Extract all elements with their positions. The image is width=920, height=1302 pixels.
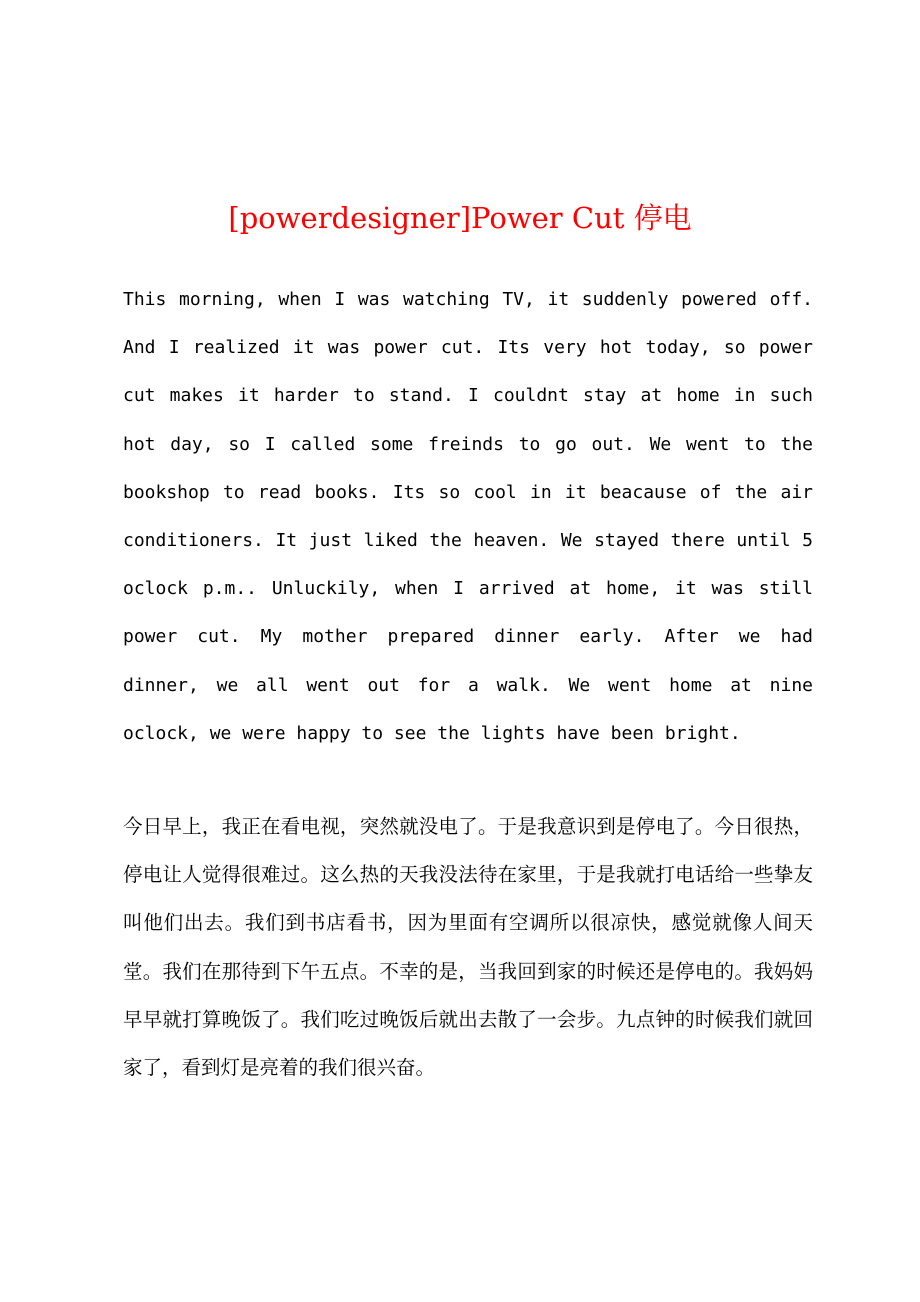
document-title: [powerdesigner]Power Cut 停电 (228, 201, 692, 235)
english-paragraph: This morning, when I was watching TV, it suddenly powered off. And I realized it was power cut. Its very hot today, so power cut makes it harder to stand. I couldnt stay at home in such hot day, so I called some freinds to go out. We went to the bookshop to read books. Its so cool in it beacause of the air conditioners. It just liked the heaven. We stayed there until 5 oclock p.m.. Unluckily, when I arrived at home, it was still power cut. My mother prepared dinner early. After we had dinner, we all went out for a walk. We went home at nine oclock, we were happy to see the lights have been bright. (123, 289, 813, 744)
chinese-paragraph: 今日早上，我正在看电视，突然就没电了。于是我意识到是停电了。今日很热，停电让人觉得很难过。这么热的天我没法待在家里，于是我就打电话给一些挚友叫他们出去。我们到书店看书，因为里面有空调所以很凉快，感觉就像人间天堂。我们在那待到下午五点。不幸的是，当我回到家的时候还是停电的。我妈妈早早就打算晚饭了。我们吃过晚饭后就出去散了一会步。九点钟的时候我们就回家了，看到灯是亮着的我们很兴奋。 (123, 815, 813, 1080)
